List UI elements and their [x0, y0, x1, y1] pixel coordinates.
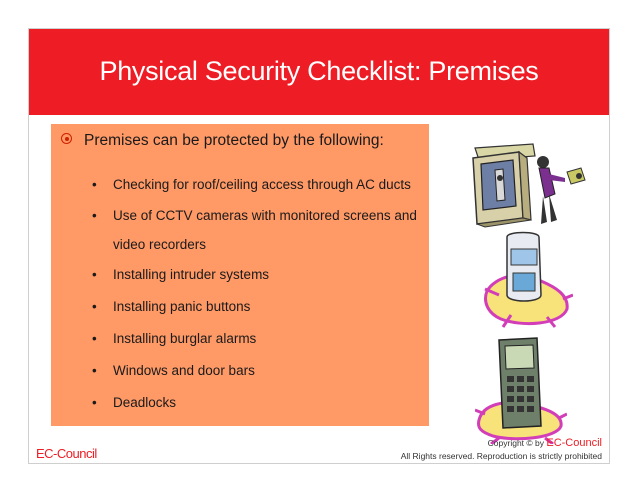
- bullet-item: • Checking for roof/ceiling access through AC ducts: [92, 169, 443, 201]
- bullet-item: • Installing burglar alarms: [92, 323, 443, 355]
- circle-bullet-icon: [61, 133, 72, 144]
- slide: [28, 28, 610, 464]
- bullet-dot-icon: •: [92, 363, 97, 378]
- lead-text-row: [61, 132, 384, 150]
- bullet-dot-icon: •: [92, 177, 97, 192]
- bullet-item: • Windows and door bars: [92, 355, 443, 387]
- copyright-line: Copyright © by EC-Council: [487, 437, 602, 449]
- bullet-item: • Use of CCTV cameras with monitored screens and video recorders: [92, 201, 443, 259]
- bullet-list: [92, 169, 443, 419]
- bullet-item: • Installing panic buttons: [92, 291, 443, 323]
- bullet-dot-icon: •: [92, 395, 97, 410]
- bullet-dot-icon: •: [92, 208, 97, 223]
- footer-brand: EC-Council: [36, 446, 97, 461]
- motion-sensor-icon: [481, 229, 573, 329]
- bullet-item: • Deadlocks: [92, 387, 443, 419]
- rights-line: All Rights reserved. Reproduction is strictly prohibited: [400, 451, 602, 461]
- copyright-brand: EC-Council: [546, 437, 602, 449]
- cctv-monitor-icon: [469, 134, 589, 229]
- lead-text: Premises can be protected by the following:: [84, 132, 384, 149]
- title-bar: [29, 29, 609, 115]
- bullet-item: • Installing intruder systems: [92, 259, 443, 291]
- bullet-dot-icon: •: [92, 299, 97, 314]
- content-box: [51, 124, 429, 426]
- footer-copyright: [401, 437, 602, 463]
- keypad-icon: [475, 334, 567, 444]
- bullet-dot-icon: •: [92, 267, 97, 282]
- bullet-dot-icon: •: [92, 331, 97, 346]
- slide-title: Physical Security Checklist: Premises: [99, 56, 539, 86]
